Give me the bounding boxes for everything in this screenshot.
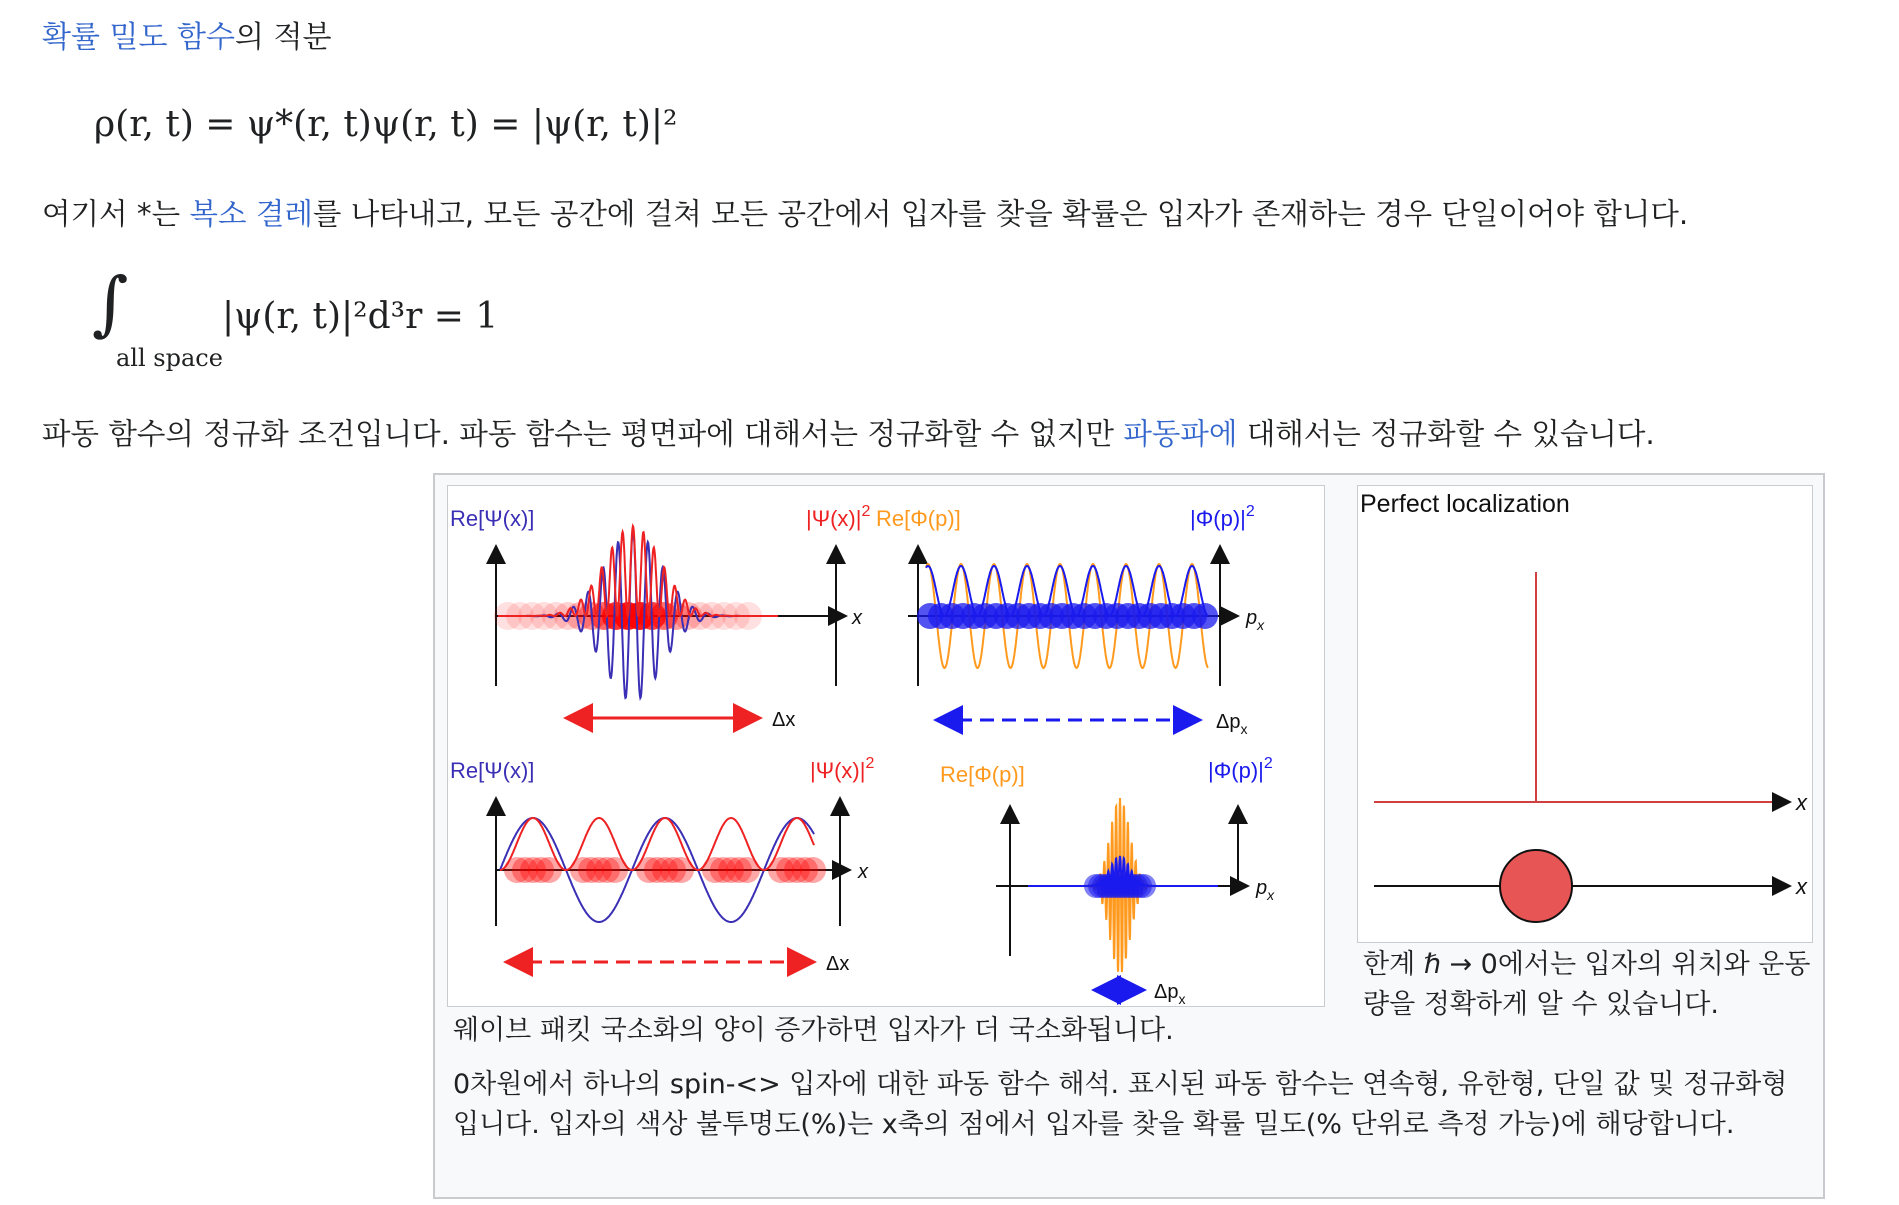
density-equation: ρ(r, t) = ψ*(r, t)ψ(r, t) = |ψ(r, t)|² <box>94 104 678 145</box>
br-delta-label: $\Delta p_x$ <box>1154 981 1186 1006</box>
complex-conjugate-link[interactable]: 복소 결레 <box>189 197 313 231</box>
bl-particle <box>800 857 826 883</box>
x-axis-label-2: x <box>1796 874 1807 899</box>
bl-particle <box>602 857 628 883</box>
br-abs-phi-label: $|\Phi(p)|^2$ <box>1208 755 1273 783</box>
normalization-paragraph <box>42 412 1655 456</box>
top-right-plot <box>876 503 1265 737</box>
section-intro-line <box>42 16 331 60</box>
bl-re-psi-label: Re[Ψ(x)] <box>450 758 535 783</box>
perfect-localization-title: Perfect localization <box>1360 490 1570 518</box>
br-p-label: $p_x$ <box>1256 877 1275 903</box>
bl-delta-label: Δx <box>826 953 850 975</box>
tr-p-label: $p_x$ <box>1246 607 1265 633</box>
localized-particle <box>1500 850 1572 922</box>
wave-packet-panel <box>447 485 1325 1007</box>
integral-body: |ψ(r, t)|²d³r = 1 <box>222 296 499 337</box>
perfect-localization-figure <box>1358 486 1812 942</box>
bl-particle <box>668 857 694 883</box>
integral-sign: ∫ <box>92 262 129 344</box>
bl-x-label: x <box>858 861 868 883</box>
intro-rest-text: 의 적분 <box>234 20 332 55</box>
top-left-plot <box>450 503 870 731</box>
perfect-localization-caption: 한계 ℏ → 0에서는 입자의 위치와 운동량을 정확하게 알 수 있습니다. <box>1363 949 1811 1020</box>
paragraph1-after: 를 나타내고, 모든 공간에 걸쳐 모든 공간에서 입자를 찾을 확률은 입자가 존재하는 경우 단일이어야 합니다. <box>312 197 1689 231</box>
tr-particle <box>1192 603 1218 629</box>
tl-delta-label: Δx <box>772 709 796 731</box>
bl-particle <box>734 857 760 883</box>
wave-packet-link[interactable]: 파동파에 <box>1123 417 1238 451</box>
tl-x-label: x <box>852 607 862 629</box>
normalization-equation <box>92 262 552 378</box>
br-re-phi-label: Re[Φ(p)] <box>940 762 1025 787</box>
tl-abs-psi-label: $|\Psi(x)|^2$ <box>806 503 871 531</box>
tr-abs-phi-label: $|\Phi(p)|^2$ <box>1190 503 1255 531</box>
tl-re-psi-label: Re[Ψ(x)] <box>450 506 535 531</box>
paragraph2-before: 파동 함수의 정규화 조건입니다. 파동 함수는 평면파에 대해서는 정규화할 수 없지만 <box>42 417 1124 451</box>
wave-packet-caption: 웨이브 패킷 국소화의 양이 증가하면 입자가 더 국소화됩니다. <box>453 1015 1174 1046</box>
x-axis-label-1: x <box>1796 790 1807 815</box>
tr-re-phi-label: Re[Φ(p)] <box>876 506 961 531</box>
bl-particle-cloud <box>504 857 826 883</box>
br-phi-abs-curve <box>1028 856 1218 886</box>
conjugate-paragraph <box>42 192 1688 236</box>
tr-delta-label: $\Delta p_x$ <box>1216 711 1248 737</box>
integral-subscript: all space <box>116 344 223 372</box>
wave-packet-figure <box>448 486 1324 1006</box>
bl-abs-psi-label: $|\Psi(x)|^2$ <box>810 755 875 783</box>
bl-particle <box>536 857 562 883</box>
tr-particle-cloud <box>917 603 1218 629</box>
bottom-left-plot <box>450 755 874 975</box>
perfect-localization-panel <box>1357 485 1813 943</box>
bottom-right-plot <box>940 755 1275 1006</box>
probability-density-function-link[interactable]: 확률 밀도 함수 <box>42 20 235 55</box>
figure-box <box>433 473 1825 1199</box>
figure-main-caption: 0차원에서 하나의 spin-<> 입자에 대한 파동 함수 해석. 표시된 파동 함수는 연속형, 유한형, 단일 값 및 정규화형입니다. 입자의 색상 불투명도(%)는 x축의 점에서 입자를 찾을 확률 밀도(% 단위로 측정 가능)에 해당합니다. <box>453 1069 1788 1140</box>
paragraph1-before: 여기서 *는 <box>42 197 190 231</box>
paragraph2-after: 대해서는 정규화할 수 있습니다. <box>1237 417 1655 451</box>
